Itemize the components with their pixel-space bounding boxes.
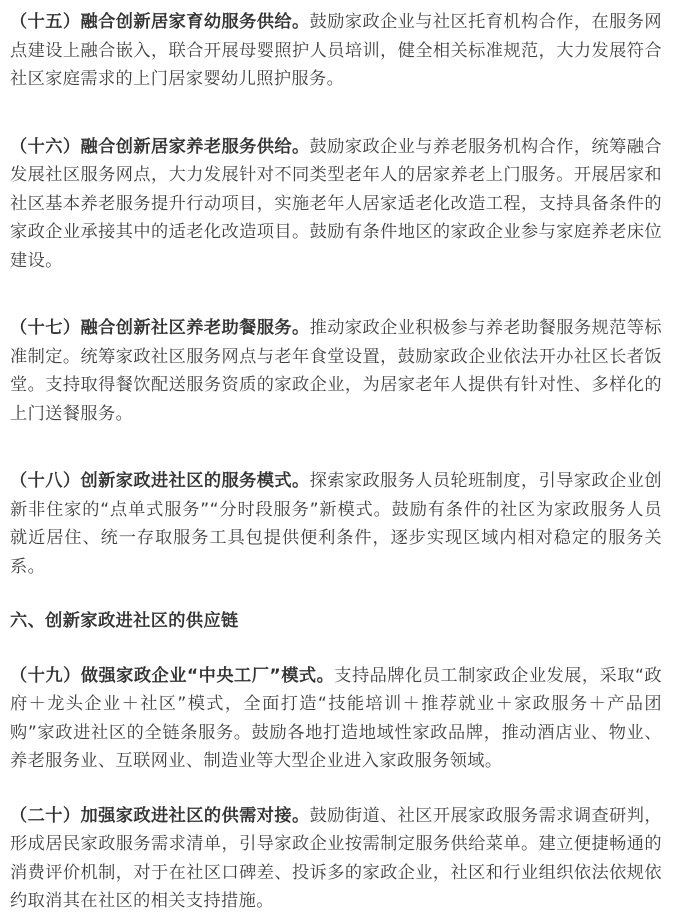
- section-heading: 六、创新家政进社区的供应链: [10, 611, 239, 631]
- paragraph-19-body: 支持品牌化员工制家政企业发展，采取“政府＋龙头企业＋社区”模式，全面打造“技能培训＋推荐就业＋家政服务＋产品团购”家政进社区的全链条服务。鼓励各地打造地域性家政品牌，推动酒店业、物业、养老服务业、互联网业、制造业等大型企业进入家政服务领域。: [10, 665, 662, 771]
- paragraph-spacer: [10, 581, 662, 607]
- paragraph-18: [10, 467, 662, 581]
- paragraph-15-body: 鼓励家政企业与社区托育机构合作，在服务网点建设上融合嵌入，联合开展母婴照护人员培训，健全相关标准规范，大力发展符合社区家庭需求的上门居家婴幼儿照护服务。: [10, 12, 662, 89]
- paragraph-20-lead: （二十）加强家政进社区的供需对接。: [10, 805, 310, 826]
- paragraph-17-lead: （十七）融合创新社区养老助餐服务。: [10, 318, 310, 338]
- paragraph-18-body: 探索家政服务人员轮班制度，引导家政企业创新非住家的“点单式服务”“分时段服务”新模式。鼓励有条件的社区为家政服务人员就近居住、统一存取服务工具包提供便利条件，逐步实现区域内相对稳定的服务关系。: [10, 471, 662, 577]
- paragraph-17: [10, 314, 662, 428]
- paragraph-16: [10, 133, 662, 276]
- paragraph-19: [10, 662, 662, 776]
- paragraph-16-lead: （十六）融合创新居家养老服务供给。: [10, 136, 310, 157]
- paragraph-spacer: [10, 94, 662, 133]
- paragraph-spacer: [10, 776, 662, 802]
- paragraph-17-body: 推动家政企业积极参与养老助餐服务规范等标准制定。统筹家政社区服务网点与老年食堂设置，鼓励家政企业依法开办社区长者饭堂。支持取得餐饮配送服务资质的家政企业，为居家老年人提供有针对性、多样化的上门送餐服务。: [10, 318, 662, 424]
- paragraph-18-lead: （十八）创新家政进社区的服务模式。: [10, 471, 310, 491]
- paragraph-spacer: [10, 636, 662, 662]
- paragraph-16-body: 鼓励家政企业与养老服务机构合作，统筹融合发展社区服务网点，大力发展针对不同类型老年人的居家养老上门服务。开展居家和社区基本养老服务提升行动项目，实施老年人居家适老化改造工程，支持具备条件的家政企业承接其中的适老化改造项目。鼓励有条件地区的家政企业参与家庭养老床位建设。: [10, 136, 662, 271]
- paragraph-20: [10, 802, 662, 916]
- paragraph-15: [10, 8, 662, 94]
- paragraph-20-body: 鼓励街道、社区开展家政服务需求调查研判，形成居民家政服务需求清单，引导家政企业按需制定服务供给菜单。建立便捷畅通的消费评价机制，对于在社区口碑差、投诉多的家政企业，社区和行业组织依法依规依约取消其在社区的相关支持措施。: [10, 805, 662, 911]
- paragraph-19-lead: （十九）做强家政企业“中央工厂”模式。: [10, 665, 335, 686]
- paragraph-15-lead: （十五）融合创新居家育幼服务供给。: [10, 12, 310, 32]
- paragraph-spacer: [10, 428, 662, 467]
- paragraph-spacer: [10, 275, 662, 314]
